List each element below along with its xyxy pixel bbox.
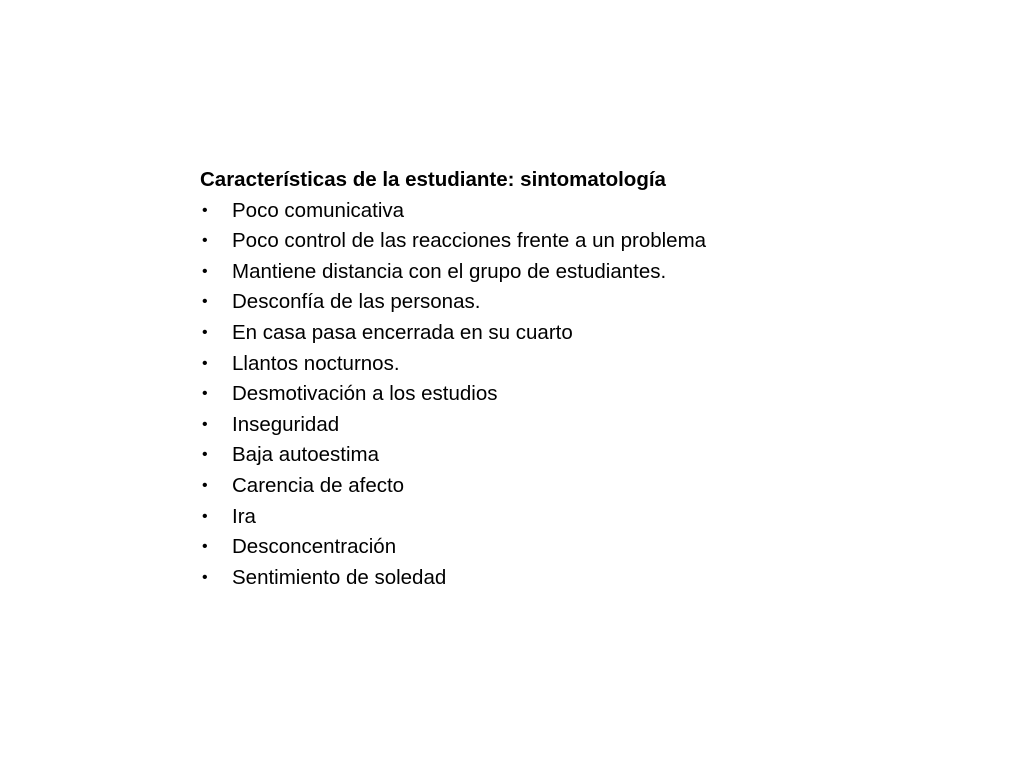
list-item-text: Poco comunicativa — [232, 198, 405, 222]
list-item — [200, 563, 840, 594]
bullet-icon: • — [202, 415, 208, 433]
slide-heading: Características de la estudiante: sintomatología — [200, 168, 666, 191]
list-item-text: Poco control de las reacciones frente a un problema — [232, 229, 707, 253]
list-item — [200, 226, 840, 257]
bullet-icon: • — [202, 262, 208, 280]
list-item — [200, 318, 840, 349]
list-item-text: Llantos nocturnos. — [232, 351, 400, 375]
list-item-text: Desconfía de las personas. — [232, 290, 481, 314]
bullet-icon: • — [202, 323, 208, 341]
list-item — [200, 349, 840, 380]
list-item — [200, 532, 840, 563]
bullet-icon: • — [202, 293, 208, 311]
symptom-list — [200, 196, 840, 594]
list-item — [200, 440, 840, 471]
list-item — [200, 410, 840, 441]
bullet-icon: • — [202, 476, 208, 494]
bullet-icon: • — [202, 232, 208, 250]
bullet-icon: • — [202, 385, 208, 403]
list-item-text: Baja autoestima — [232, 443, 380, 467]
bullet-icon: • — [202, 201, 208, 219]
list-item-text: Carencia de afecto — [232, 473, 405, 497]
list-item-text: Desmotivación a los estudios — [232, 382, 498, 406]
list-item-text: En casa pasa encerrada en su cuarto — [232, 320, 573, 344]
slide-content — [200, 165, 840, 593]
list-item — [200, 196, 840, 227]
bullet-icon: • — [202, 507, 208, 525]
list-item — [200, 379, 840, 410]
list-item-text: Desconcentración — [232, 535, 397, 559]
list-item — [200, 287, 840, 318]
list-item-text: Mantiene distancia con el grupo de estudiantes. — [232, 259, 667, 283]
list-item-text: Ira — [232, 504, 256, 528]
bullet-icon: • — [202, 538, 208, 556]
bullet-icon: • — [202, 354, 208, 372]
list-item — [200, 502, 840, 533]
list-item-text: Sentimiento de soledad — [232, 565, 447, 589]
list-item — [200, 257, 840, 288]
bullet-icon: • — [202, 446, 208, 464]
bullet-icon: • — [202, 568, 208, 586]
list-item — [200, 471, 840, 502]
list-item-text: Inseguridad — [232, 412, 340, 436]
